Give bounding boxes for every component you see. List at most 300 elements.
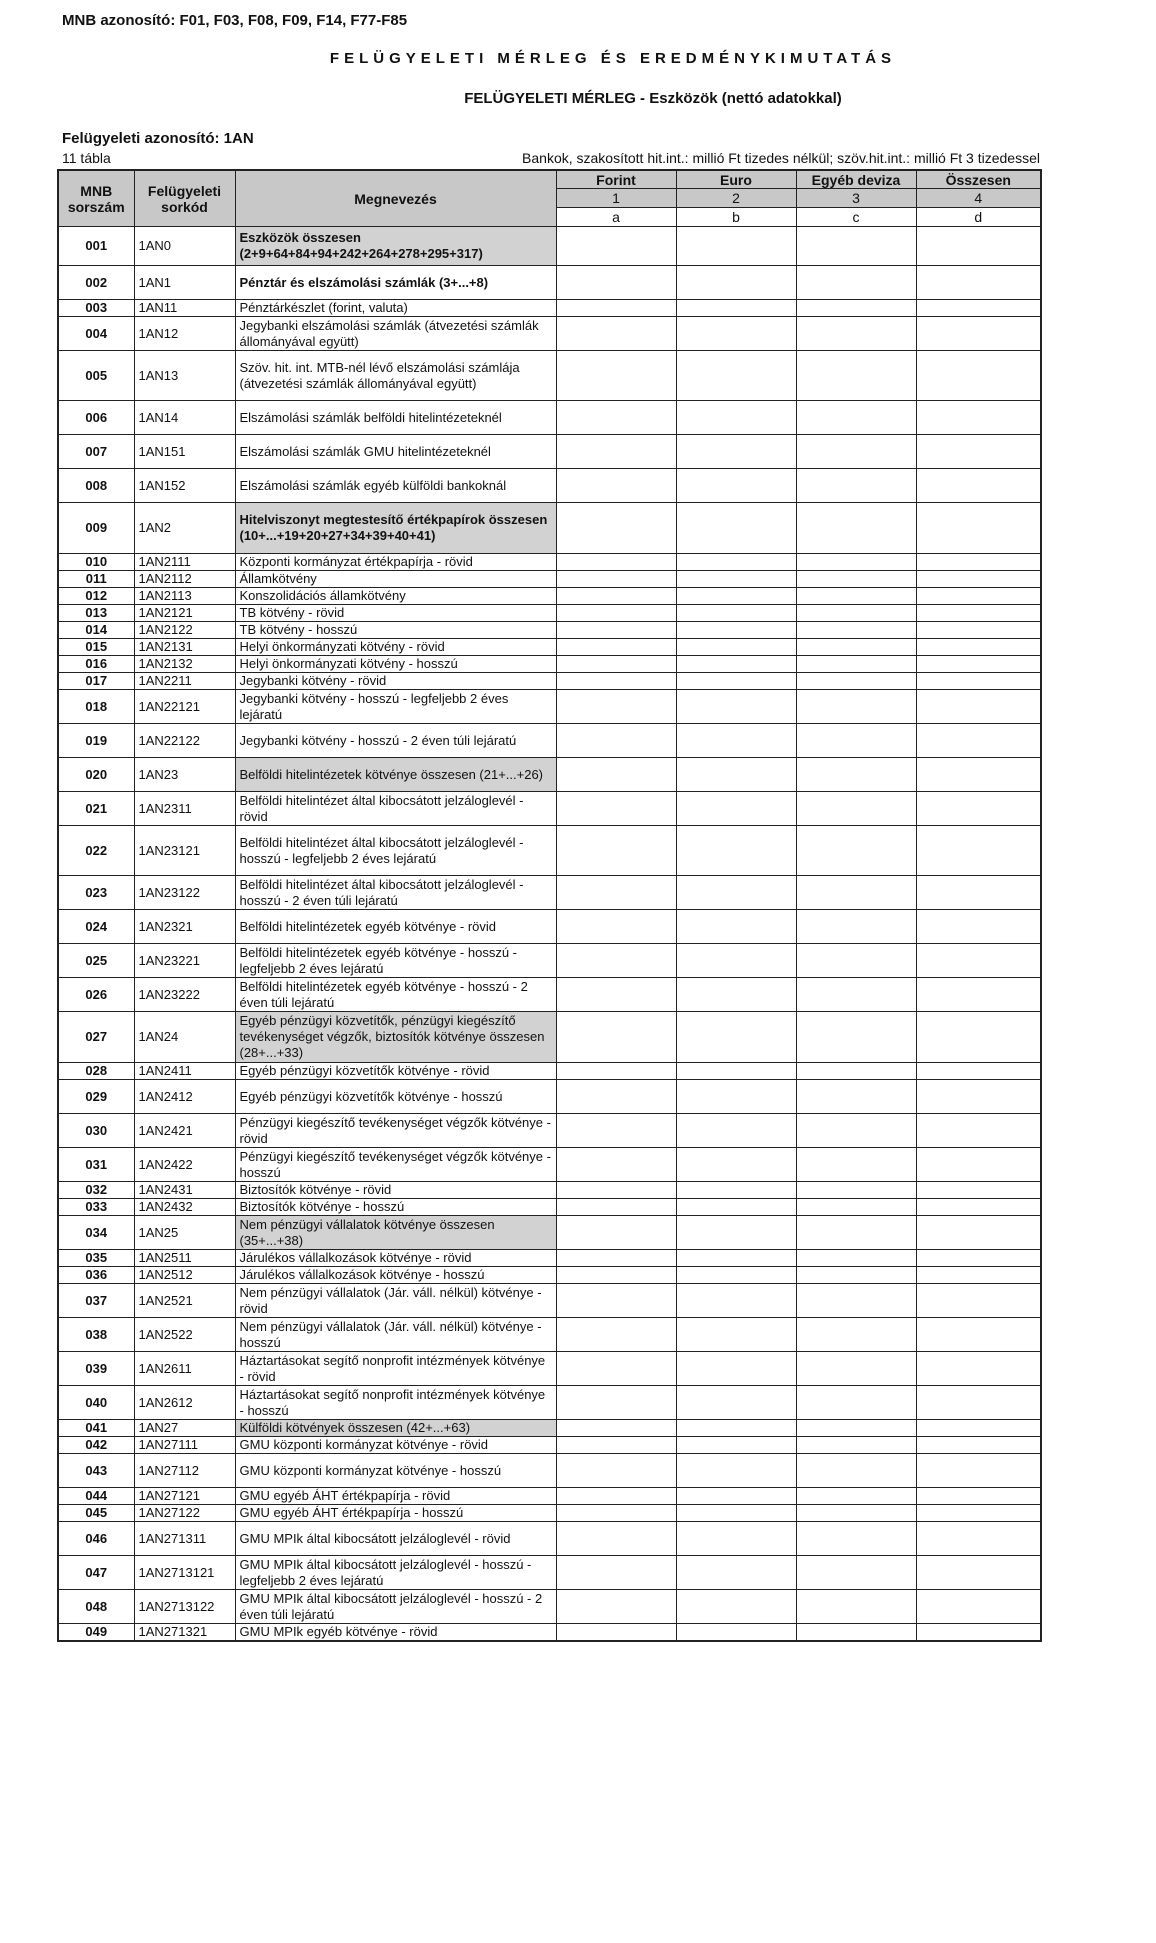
row-number: 002 — [58, 266, 134, 300]
main-title: FELÜGYELETI MÉRLEG ÉS EREDMÉNYKIMUTATÁS — [329, 50, 897, 67]
value-cell-euro[interactable] — [676, 1505, 796, 1522]
value-cell-total[interactable] — [916, 1437, 1041, 1454]
value-cell-euro[interactable] — [676, 826, 796, 876]
table-row — [58, 1420, 1041, 1437]
row-number: 040 — [58, 1386, 134, 1420]
table-row — [58, 826, 1041, 876]
table-row — [58, 978, 1041, 1012]
value-cell-euro[interactable] — [676, 1488, 796, 1505]
value-cell-total[interactable] — [916, 317, 1041, 351]
value-cell-total[interactable] — [916, 300, 1041, 317]
row-number: 031 — [58, 1148, 134, 1182]
value-cell-other-currency[interactable] — [796, 401, 916, 435]
row-number: 021 — [58, 792, 134, 826]
row-name: Járulékos vállalkozások kötvénye - rövid — [235, 1250, 556, 1267]
value-cell-total[interactable] — [916, 503, 1041, 554]
row-code: 1AN152 — [134, 469, 235, 503]
value-cell-forint[interactable] — [556, 978, 676, 1012]
value-cell-other-currency[interactable] — [796, 571, 916, 588]
value-cell-total[interactable] — [916, 944, 1041, 978]
value-cell-euro[interactable] — [676, 944, 796, 978]
value-cell-forint[interactable] — [556, 1148, 676, 1182]
value-cell-other-currency[interactable] — [796, 1063, 916, 1080]
value-cell-euro[interactable] — [676, 1267, 796, 1284]
row-code: 1AN25 — [134, 1216, 235, 1250]
col-header-mnb: MNB sorszám — [58, 170, 134, 227]
value-cell-other-currency[interactable] — [796, 1488, 916, 1505]
value-cell-total[interactable] — [916, 1386, 1041, 1420]
value-cell-forint[interactable] — [556, 588, 676, 605]
value-cell-forint[interactable] — [556, 1063, 676, 1080]
row-code: 1AN2121 — [134, 605, 235, 622]
row-code: 1AN11 — [134, 300, 235, 317]
value-cell-other-currency[interactable] — [796, 503, 916, 554]
value-cell-other-currency[interactable] — [796, 1182, 916, 1199]
row-code: 1AN14 — [134, 401, 235, 435]
col-number: 2 — [676, 189, 796, 208]
value-cell-euro[interactable] — [676, 401, 796, 435]
value-cell-euro[interactable] — [676, 1386, 796, 1420]
value-cell-forint[interactable] — [556, 944, 676, 978]
value-cell-euro[interactable] — [676, 605, 796, 622]
value-cell-total[interactable] — [916, 876, 1041, 910]
value-cell-forint[interactable] — [556, 656, 676, 673]
table-row — [58, 469, 1041, 503]
row-name: Nem pénzügyi vállalatok (Jár. váll. nélkül) kötvénye - hosszú — [235, 1318, 556, 1352]
value-cell-forint[interactable] — [556, 1624, 676, 1642]
value-cell-total[interactable] — [916, 792, 1041, 826]
row-code: 1AN2421 — [134, 1114, 235, 1148]
row-name: Pénztár és elszámolási számlák (3+...+8) — [235, 266, 556, 300]
value-cell-total[interactable] — [916, 1522, 1041, 1556]
value-cell-forint[interactable] — [556, 826, 676, 876]
value-cell-forint[interactable] — [556, 435, 676, 469]
row-code: 1AN271321 — [134, 1624, 235, 1642]
value-cell-euro[interactable] — [676, 1148, 796, 1182]
value-cell-euro[interactable] — [676, 1114, 796, 1148]
row-number: 028 — [58, 1063, 134, 1080]
value-cell-other-currency[interactable] — [796, 300, 916, 317]
col-number: 4 — [916, 189, 1041, 208]
value-cell-total[interactable] — [916, 656, 1041, 673]
value-cell-other-currency[interactable] — [796, 792, 916, 826]
value-cell-euro[interactable] — [676, 656, 796, 673]
sub-title: FELÜGYELETI MÉRLEG - Eszközök (nettó adatokkal) — [464, 90, 842, 107]
value-cell-total[interactable] — [916, 690, 1041, 724]
value-cell-other-currency[interactable] — [796, 876, 916, 910]
row-number: 034 — [58, 1216, 134, 1250]
value-cell-total[interactable] — [916, 571, 1041, 588]
value-cell-euro[interactable] — [676, 1318, 796, 1352]
value-cell-euro[interactable] — [676, 1284, 796, 1318]
value-cell-other-currency[interactable] — [796, 1267, 916, 1284]
row-name: Hitelviszonyt megtestesítő értékpapírok összesen (10+...+19+20+27+34+39+40+41) — [235, 503, 556, 554]
value-cell-forint[interactable] — [556, 469, 676, 503]
table-row — [58, 1216, 1041, 1250]
value-cell-other-currency[interactable] — [796, 1012, 916, 1063]
value-cell-total[interactable] — [916, 1420, 1041, 1437]
row-number: 022 — [58, 826, 134, 876]
row-name: Belföldi hitelintézetek egyéb kötvénye - hosszú - 2 éven túli lejáratú — [235, 978, 556, 1012]
value-cell-other-currency[interactable] — [796, 622, 916, 639]
value-cell-total[interactable] — [916, 1114, 1041, 1148]
table-row — [58, 944, 1041, 978]
table-row — [58, 1114, 1041, 1148]
table-row — [58, 401, 1041, 435]
value-cell-other-currency[interactable] — [796, 826, 916, 876]
value-cell-euro[interactable] — [676, 1454, 796, 1488]
value-cell-other-currency[interactable] — [796, 1250, 916, 1267]
value-cell-forint[interactable] — [556, 1267, 676, 1284]
value-cell-total[interactable] — [916, 605, 1041, 622]
row-number: 042 — [58, 1437, 134, 1454]
col-letter: c — [796, 208, 916, 227]
row-code: 1AN2431 — [134, 1182, 235, 1199]
value-cell-total[interactable] — [916, 351, 1041, 401]
col-header-forint: Forint — [556, 170, 676, 189]
value-cell-total[interactable] — [916, 1182, 1041, 1199]
value-cell-other-currency[interactable] — [796, 1284, 916, 1318]
supervisory-identifier: Felügyeleti azonosító: 1AN — [62, 130, 254, 147]
value-cell-other-currency[interactable] — [796, 910, 916, 944]
value-cell-total[interactable] — [916, 758, 1041, 792]
row-name: Belföldi hitelintézetek kötvénye összesen (21+...+26) — [235, 758, 556, 792]
value-cell-euro[interactable] — [676, 1420, 796, 1437]
value-cell-euro[interactable] — [676, 1199, 796, 1216]
value-cell-forint[interactable] — [556, 673, 676, 690]
value-cell-forint[interactable] — [556, 605, 676, 622]
col-header-total: Összesen — [916, 170, 1041, 189]
value-cell-forint[interactable] — [556, 1386, 676, 1420]
value-cell-total[interactable] — [916, 1454, 1041, 1488]
table-row — [58, 351, 1041, 401]
row-code: 1AN2211 — [134, 673, 235, 690]
row-name: Központi kormányzat értékpapírja - rövid — [235, 554, 556, 571]
row-code: 1AN0 — [134, 227, 235, 266]
value-cell-euro[interactable] — [676, 227, 796, 266]
row-name: GMU egyéb ÁHT értékpapírja - hosszú — [235, 1505, 556, 1522]
value-cell-total[interactable] — [916, 1250, 1041, 1267]
table-row — [58, 1505, 1041, 1522]
value-cell-other-currency[interactable] — [796, 978, 916, 1012]
value-cell-other-currency[interactable] — [796, 1199, 916, 1216]
value-cell-total[interactable] — [916, 1080, 1041, 1114]
value-cell-euro[interactable] — [676, 588, 796, 605]
row-code: 1AN2422 — [134, 1148, 235, 1182]
value-cell-total[interactable] — [916, 1267, 1041, 1284]
row-code: 1AN22122 — [134, 724, 235, 758]
value-cell-forint[interactable] — [556, 300, 676, 317]
value-cell-total[interactable] — [916, 1505, 1041, 1522]
value-cell-forint[interactable] — [556, 690, 676, 724]
row-number: 033 — [58, 1199, 134, 1216]
value-cell-other-currency[interactable] — [796, 944, 916, 978]
value-cell-euro[interactable] — [676, 622, 796, 639]
value-cell-euro[interactable] — [676, 503, 796, 554]
row-name: Eszközök összesen (2+9+64+84+94+242+264+278+295+317) — [235, 227, 556, 266]
value-cell-euro[interactable] — [676, 1556, 796, 1590]
row-code: 1AN2432 — [134, 1199, 235, 1216]
value-cell-forint[interactable] — [556, 1318, 676, 1352]
table-row — [58, 1063, 1041, 1080]
value-cell-total[interactable] — [916, 673, 1041, 690]
value-cell-euro[interactable] — [676, 351, 796, 401]
value-cell-euro[interactable] — [676, 673, 796, 690]
value-cell-euro[interactable] — [676, 1216, 796, 1250]
value-cell-forint[interactable] — [556, 1420, 676, 1437]
value-cell-total[interactable] — [916, 469, 1041, 503]
value-cell-other-currency[interactable] — [796, 435, 916, 469]
value-cell-total[interactable] — [916, 1624, 1041, 1642]
value-cell-other-currency[interactable] — [796, 1216, 916, 1250]
row-code: 1AN23 — [134, 758, 235, 792]
col-header-name: Megnevezés — [235, 170, 556, 227]
value-cell-other-currency[interactable] — [796, 1420, 916, 1437]
value-cell-other-currency[interactable] — [796, 227, 916, 266]
value-cell-forint[interactable] — [556, 1182, 676, 1199]
value-cell-other-currency[interactable] — [796, 1556, 916, 1590]
value-cell-euro[interactable] — [676, 266, 796, 300]
row-code: 1AN2713122 — [134, 1590, 235, 1624]
value-cell-forint[interactable] — [556, 1012, 676, 1063]
value-cell-forint[interactable] — [556, 266, 676, 300]
value-cell-forint[interactable] — [556, 1216, 676, 1250]
value-cell-forint[interactable] — [556, 1437, 676, 1454]
row-number: 046 — [58, 1522, 134, 1556]
row-name: Biztosítók kötvénye - hosszú — [235, 1199, 556, 1216]
table-row — [58, 1182, 1041, 1199]
value-cell-forint[interactable] — [556, 1556, 676, 1590]
value-cell-total[interactable] — [916, 910, 1041, 944]
value-cell-forint[interactable] — [556, 1522, 676, 1556]
row-code: 1AN151 — [134, 435, 235, 469]
value-cell-other-currency[interactable] — [796, 724, 916, 758]
row-code: 1AN2311 — [134, 792, 235, 826]
col-number: 3 — [796, 189, 916, 208]
value-cell-total[interactable] — [916, 227, 1041, 266]
row-number: 038 — [58, 1318, 134, 1352]
value-cell-total[interactable] — [916, 639, 1041, 656]
value-cell-total[interactable] — [916, 435, 1041, 469]
value-cell-forint[interactable] — [556, 571, 676, 588]
row-code: 1AN2412 — [134, 1080, 235, 1114]
value-cell-euro[interactable] — [676, 690, 796, 724]
table-row — [58, 571, 1041, 588]
value-cell-forint[interactable] — [556, 639, 676, 656]
value-cell-other-currency[interactable] — [796, 1114, 916, 1148]
value-cell-euro[interactable] — [676, 724, 796, 758]
value-cell-other-currency[interactable] — [796, 266, 916, 300]
value-cell-euro[interactable] — [676, 792, 796, 826]
value-cell-other-currency[interactable] — [796, 673, 916, 690]
row-name: Elszámolási számlák GMU hitelintézeteknél — [235, 435, 556, 469]
value-cell-euro[interactable] — [676, 978, 796, 1012]
value-cell-total[interactable] — [916, 978, 1041, 1012]
value-cell-other-currency[interactable] — [796, 1352, 916, 1386]
value-cell-forint[interactable] — [556, 1352, 676, 1386]
value-cell-euro[interactable] — [676, 300, 796, 317]
value-cell-euro[interactable] — [676, 1437, 796, 1454]
value-cell-forint[interactable] — [556, 1590, 676, 1624]
value-cell-forint[interactable] — [556, 910, 676, 944]
value-cell-other-currency[interactable] — [796, 690, 916, 724]
value-cell-total[interactable] — [916, 1284, 1041, 1318]
row-code: 1AN2122 — [134, 622, 235, 639]
value-cell-total[interactable] — [916, 1148, 1041, 1182]
value-cell-total[interactable] — [916, 1488, 1041, 1505]
value-cell-other-currency[interactable] — [796, 1437, 916, 1454]
row-number: 005 — [58, 351, 134, 401]
value-cell-other-currency[interactable] — [796, 1386, 916, 1420]
value-cell-other-currency[interactable] — [796, 605, 916, 622]
value-cell-other-currency[interactable] — [796, 1505, 916, 1522]
value-cell-other-currency[interactable] — [796, 317, 916, 351]
row-number: 007 — [58, 435, 134, 469]
value-cell-other-currency[interactable] — [796, 1318, 916, 1352]
row-number: 047 — [58, 1556, 134, 1590]
table-row — [58, 227, 1041, 266]
value-cell-other-currency[interactable] — [796, 758, 916, 792]
value-cell-total[interactable] — [916, 1216, 1041, 1250]
value-cell-other-currency[interactable] — [796, 351, 916, 401]
value-cell-forint[interactable] — [556, 1114, 676, 1148]
value-cell-euro[interactable] — [676, 317, 796, 351]
value-cell-euro[interactable] — [676, 1522, 796, 1556]
value-cell-euro[interactable] — [676, 910, 796, 944]
value-cell-euro[interactable] — [676, 554, 796, 571]
table-row — [58, 1556, 1041, 1590]
value-cell-euro[interactable] — [676, 435, 796, 469]
value-cell-euro[interactable] — [676, 758, 796, 792]
value-cell-total[interactable] — [916, 401, 1041, 435]
value-cell-forint[interactable] — [556, 1454, 676, 1488]
row-number: 036 — [58, 1267, 134, 1284]
value-cell-euro[interactable] — [676, 571, 796, 588]
row-name: Háztartásokat segítő nonprofit intézmények kötvénye - rövid — [235, 1352, 556, 1386]
row-name: Elszámolási számlák belföldi hitelintézeteknél — [235, 401, 556, 435]
value-cell-total[interactable] — [916, 588, 1041, 605]
value-cell-other-currency[interactable] — [796, 554, 916, 571]
value-cell-other-currency[interactable] — [796, 1590, 916, 1624]
value-cell-other-currency[interactable] — [796, 639, 916, 656]
value-cell-forint[interactable] — [556, 1080, 676, 1114]
row-number: 030 — [58, 1114, 134, 1148]
value-cell-forint[interactable] — [556, 1250, 676, 1267]
value-cell-forint[interactable] — [556, 724, 676, 758]
row-number: 011 — [58, 571, 134, 588]
row-name: Nem pénzügyi vállalatok kötvénye összesen (35+...+38) — [235, 1216, 556, 1250]
table-row — [58, 1522, 1041, 1556]
row-code: 1AN13 — [134, 351, 235, 401]
value-cell-forint[interactable] — [556, 1284, 676, 1318]
value-cell-total[interactable] — [916, 266, 1041, 300]
table-row — [58, 317, 1041, 351]
value-cell-euro[interactable] — [676, 469, 796, 503]
value-cell-euro[interactable] — [676, 1250, 796, 1267]
value-cell-euro[interactable] — [676, 1182, 796, 1199]
value-cell-total[interactable] — [916, 1590, 1041, 1624]
value-cell-other-currency[interactable] — [796, 1148, 916, 1182]
row-number: 008 — [58, 469, 134, 503]
value-cell-forint[interactable] — [556, 1199, 676, 1216]
value-cell-other-currency[interactable] — [796, 1454, 916, 1488]
value-cell-euro[interactable] — [676, 1624, 796, 1642]
value-cell-euro[interactable] — [676, 1080, 796, 1114]
value-cell-other-currency[interactable] — [796, 1522, 916, 1556]
value-cell-forint[interactable] — [556, 351, 676, 401]
row-number: 044 — [58, 1488, 134, 1505]
value-cell-other-currency[interactable] — [796, 588, 916, 605]
value-cell-euro[interactable] — [676, 1352, 796, 1386]
value-cell-forint[interactable] — [556, 401, 676, 435]
value-cell-other-currency[interactable] — [796, 1080, 916, 1114]
value-cell-total[interactable] — [916, 622, 1041, 639]
table-row — [58, 1250, 1041, 1267]
value-cell-total[interactable] — [916, 1556, 1041, 1590]
row-name: Belföldi hitelintézetek egyéb kötvénye - rövid — [235, 910, 556, 944]
value-cell-total[interactable] — [916, 1199, 1041, 1216]
value-cell-euro[interactable] — [676, 639, 796, 656]
table-row — [58, 724, 1041, 758]
row-number: 045 — [58, 1505, 134, 1522]
row-number: 012 — [58, 588, 134, 605]
value-cell-total[interactable] — [916, 1063, 1041, 1080]
value-cell-total[interactable] — [916, 826, 1041, 876]
row-code: 1AN2131 — [134, 639, 235, 656]
value-cell-other-currency[interactable] — [796, 656, 916, 673]
value-cell-euro[interactable] — [676, 876, 796, 910]
value-cell-total[interactable] — [916, 1352, 1041, 1386]
value-cell-euro[interactable] — [676, 1063, 796, 1080]
value-cell-forint[interactable] — [556, 554, 676, 571]
row-code: 1AN2111 — [134, 554, 235, 571]
row-number: 006 — [58, 401, 134, 435]
value-cell-total[interactable] — [916, 554, 1041, 571]
value-cell-forint[interactable] — [556, 758, 676, 792]
value-cell-forint[interactable] — [556, 1488, 676, 1505]
value-cell-other-currency[interactable] — [796, 1624, 916, 1642]
value-cell-forint[interactable] — [556, 1505, 676, 1522]
value-cell-total[interactable] — [916, 724, 1041, 758]
value-cell-forint[interactable] — [556, 792, 676, 826]
row-name: Szöv. hit. int. MTB-nél lévő elszámolási számlája (átvezetési számlák állományával együtt) — [235, 351, 556, 401]
row-code: 1AN2112 — [134, 571, 235, 588]
col-header-other-currency: Egyéb deviza — [796, 170, 916, 189]
value-cell-euro[interactable] — [676, 1012, 796, 1063]
row-code: 1AN24 — [134, 1012, 235, 1063]
value-cell-other-currency[interactable] — [796, 469, 916, 503]
value-cell-forint[interactable] — [556, 503, 676, 554]
row-number: 009 — [58, 503, 134, 554]
value-cell-forint[interactable] — [556, 622, 676, 639]
value-cell-forint[interactable] — [556, 317, 676, 351]
value-cell-total[interactable] — [916, 1318, 1041, 1352]
table-body — [58, 227, 1041, 1642]
row-code: 1AN2512 — [134, 1267, 235, 1284]
row-name: Helyi önkormányzati kötvény - hosszú — [235, 656, 556, 673]
row-number: 049 — [58, 1624, 134, 1642]
value-cell-forint[interactable] — [556, 227, 676, 266]
value-cell-euro[interactable] — [676, 1590, 796, 1624]
value-cell-forint[interactable] — [556, 876, 676, 910]
row-name: Pénztárkészlet (forint, valuta) — [235, 300, 556, 317]
row-name: Külföldi kötvények összesen (42+...+63) — [235, 1420, 556, 1437]
row-name: Egyéb pénzügyi közvetítők kötvénye - hosszú — [235, 1080, 556, 1114]
row-number: 048 — [58, 1590, 134, 1624]
col-letter: b — [676, 208, 796, 227]
row-code: 1AN22121 — [134, 690, 235, 724]
value-cell-total[interactable] — [916, 1012, 1041, 1063]
